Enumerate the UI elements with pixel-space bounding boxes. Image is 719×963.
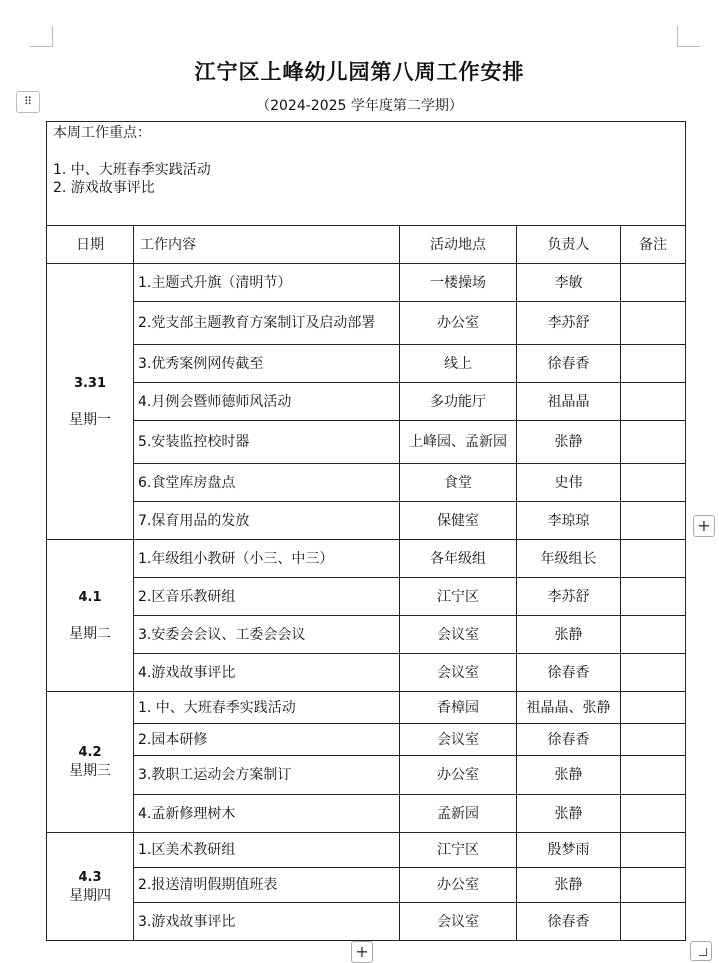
add-row-plus-icon[interactable]: + (351, 941, 373, 963)
remark-cell[interactable] (621, 421, 686, 464)
remark-cell[interactable] (621, 540, 686, 578)
weekday-label: 星期一 (69, 411, 111, 428)
focus-row (47, 122, 686, 226)
content-cell[interactable]: 3.安委会会议、工委会会议 (134, 616, 400, 654)
location-cell[interactable]: 办公室 (400, 868, 517, 903)
person-cell[interactable]: 徐春香 (517, 724, 621, 756)
person-cell[interactable]: 张静 (517, 421, 621, 464)
schedule-row (47, 692, 686, 724)
schedule-row (47, 383, 686, 421)
person-cell[interactable]: 张静 (517, 868, 621, 903)
remark-cell[interactable] (621, 756, 686, 795)
location-cell[interactable]: 办公室 (400, 302, 517, 345)
content-cell[interactable]: 5.安装监控校时器 (134, 421, 400, 464)
location-cell[interactable]: 江宁区 (400, 578, 517, 616)
weekday-label: 星期三 (69, 763, 111, 779)
remark-cell[interactable] (621, 724, 686, 756)
content-cell[interactable]: 6.食堂库房盘点 (134, 464, 400, 502)
person-cell[interactable]: 张静 (517, 756, 621, 795)
location-cell[interactable]: 会议室 (400, 616, 517, 654)
person-cell[interactable]: 张静 (517, 616, 621, 654)
content-cell[interactable]: 2.报送清明假期值班表 (134, 868, 400, 903)
content-cell[interactable]: 3.游戏故事评比 (134, 903, 400, 941)
location-cell[interactable]: 江宁区 (400, 833, 517, 868)
remark-cell[interactable] (621, 502, 686, 540)
location-cell[interactable]: 保健室 (400, 502, 517, 540)
schedule-row (47, 903, 686, 941)
remark-cell[interactable] (621, 692, 686, 724)
remark-cell[interactable] (621, 464, 686, 502)
location-cell[interactable]: 各年级组 (400, 540, 517, 578)
location-cell[interactable]: 线上 (400, 345, 517, 383)
remark-cell[interactable] (621, 383, 686, 421)
date-number: 4.3 (78, 869, 102, 885)
header-content[interactable]: 工作内容 (134, 226, 400, 264)
content-cell[interactable]: 4.月例会暨师德师风活动 (134, 383, 400, 421)
schedule-row (47, 868, 686, 903)
remark-cell[interactable] (621, 264, 686, 302)
schedule-row (47, 502, 686, 540)
person-cell[interactable]: 祖晶晶、张静 (517, 692, 621, 724)
schedule-row (47, 464, 686, 502)
person-cell[interactable]: 年级组长 (517, 540, 621, 578)
location-cell[interactable]: 一楼操场 (400, 264, 517, 302)
focus-item: 2. 游戏故事评比 (53, 180, 155, 196)
schedule-row (47, 724, 686, 756)
location-cell[interactable]: 食堂 (400, 464, 517, 502)
person-cell[interactable]: 李敏 (517, 264, 621, 302)
schedule-row (47, 578, 686, 616)
content-cell[interactable]: 4.孟新修理树木 (134, 795, 400, 833)
table-resize-handle-icon[interactable] (690, 941, 712, 961)
content-cell[interactable]: 1. 中、大班春季实践活动 (134, 692, 400, 724)
location-cell[interactable]: 会议室 (400, 654, 517, 692)
remark-cell[interactable] (621, 578, 686, 616)
person-cell[interactable]: 徐春香 (517, 345, 621, 383)
date-number: 3.31 (73, 375, 107, 391)
schedule-row (47, 264, 686, 302)
person-cell[interactable]: 史伟 (517, 464, 621, 502)
content-cell[interactable]: 3.优秀案例网传截至 (134, 345, 400, 383)
person-cell[interactable]: 殷梦雨 (517, 833, 621, 868)
schedule-row (47, 540, 686, 578)
content-cell[interactable]: 1.年级组小教研（小三、中三） (134, 540, 400, 578)
page-corner-mark-top-right (677, 26, 700, 47)
weekday-label: 星期四 (69, 887, 111, 904)
schedule-row (47, 302, 686, 345)
table-move-handle-icon[interactable]: ⠿ (16, 91, 40, 113)
person-cell[interactable]: 张静 (517, 795, 621, 833)
schedule-row (47, 833, 686, 868)
location-cell[interactable]: 香樟园 (400, 692, 517, 724)
content-cell[interactable]: 2.园本研修 (134, 724, 400, 756)
remark-cell[interactable] (621, 833, 686, 868)
header-person[interactable]: 负责人 (517, 226, 621, 264)
remark-cell[interactable] (621, 868, 686, 903)
date-cell[interactable] (47, 264, 134, 540)
location-cell[interactable]: 多功能厅 (400, 383, 517, 421)
person-cell[interactable]: 徐春香 (517, 903, 621, 941)
schedule-table (46, 121, 686, 941)
content-cell[interactable]: 4.游戏故事评比 (134, 654, 400, 692)
focus-label: 本周工作重点： (53, 125, 151, 141)
weekday-label: 星期二 (69, 625, 111, 642)
person-cell[interactable]: 祖晶晶 (517, 383, 621, 421)
person-cell[interactable]: 李苏舒 (517, 578, 621, 616)
document-title: 江宁区上峰幼儿园第八周工作安排 (194, 59, 525, 84)
schedule-row (47, 795, 686, 833)
header-date[interactable]: 日期 (47, 226, 134, 264)
date-cell[interactable] (47, 692, 134, 833)
person-cell[interactable]: 徐春香 (517, 654, 621, 692)
remark-cell[interactable] (621, 903, 686, 941)
location-cell[interactable]: 办公室 (400, 756, 517, 795)
person-cell[interactable]: 李苏舒 (517, 302, 621, 345)
date-cell[interactable] (47, 833, 134, 941)
location-cell[interactable]: 会议室 (400, 903, 517, 941)
location-cell[interactable]: 孟新园 (400, 795, 517, 833)
focus-cell[interactable] (47, 122, 686, 226)
location-cell[interactable]: 会议室 (400, 724, 517, 756)
content-cell[interactable]: 1.区美术教研组 (134, 833, 400, 868)
person-cell[interactable]: 李琼琼 (517, 502, 621, 540)
add-column-plus-icon[interactable]: + (693, 515, 715, 537)
content-cell[interactable]: 7.保育用品的发放 (134, 502, 400, 540)
remark-cell[interactable] (621, 302, 686, 345)
document-subtitle: （2024-2025 学年度第二学期） (256, 98, 463, 114)
remark-cell[interactable] (621, 654, 686, 692)
schedule-row (47, 756, 686, 795)
date-number: 4.1 (78, 589, 102, 605)
header-location[interactable]: 活动地点 (400, 226, 517, 264)
schedule-row (47, 345, 686, 383)
location-cell[interactable]: 上峰园、孟新园 (400, 421, 517, 464)
content-cell[interactable]: 3.教职工运动会方案制订 (134, 756, 400, 795)
schedule-row (47, 654, 686, 692)
date-number: 4.2 (78, 745, 102, 760)
remark-cell[interactable] (621, 345, 686, 383)
page-corner-mark-top-left (30, 26, 53, 47)
content-cell[interactable]: 2.党支部主题教育方案制订及启动部署 (134, 302, 400, 345)
remark-cell[interactable] (621, 616, 686, 654)
header-remark[interactable]: 备注 (621, 226, 686, 264)
header-row (47, 226, 686, 264)
content-cell[interactable]: 2.区音乐教研组 (134, 578, 400, 616)
date-cell[interactable] (47, 540, 134, 692)
focus-item: 1. 中、大班春季实践活动 (53, 162, 211, 178)
remark-cell[interactable] (621, 795, 686, 833)
content-cell[interactable]: 1.主题式升旗（清明节） (134, 264, 400, 302)
schedule-row (47, 421, 686, 464)
schedule-row (47, 616, 686, 654)
